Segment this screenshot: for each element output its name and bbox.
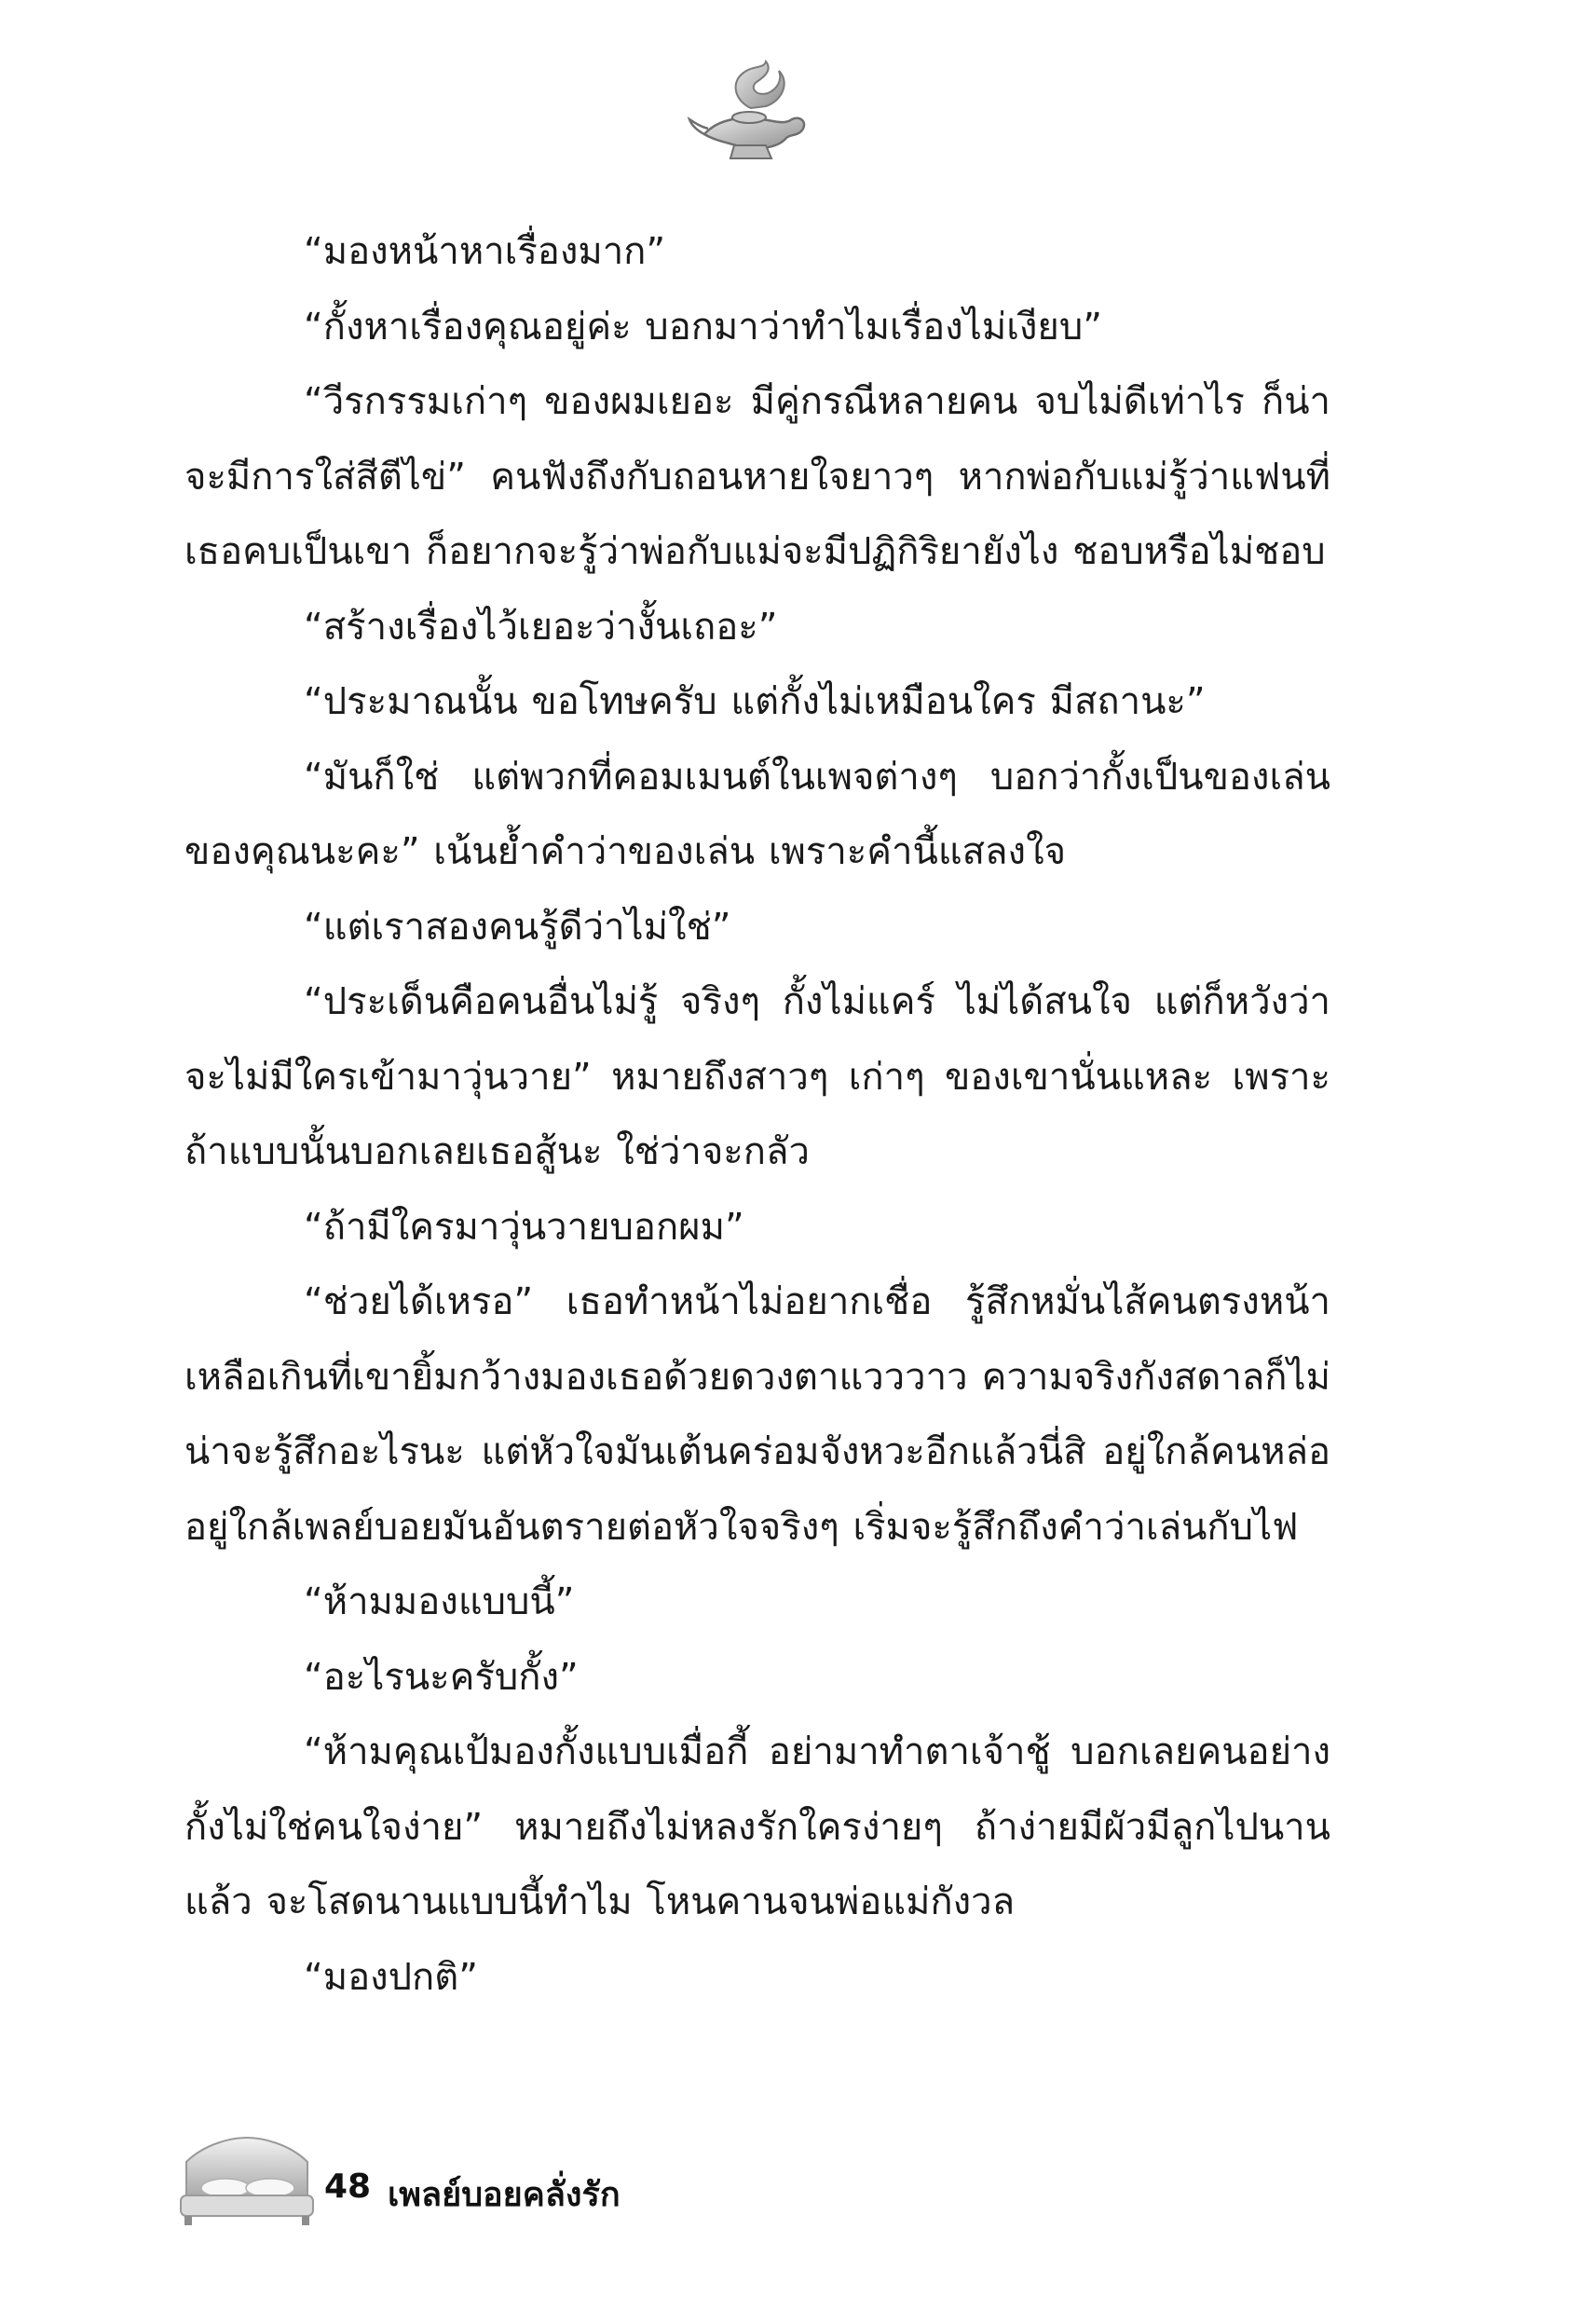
paragraph: “ประมาณนั้น ขอโทษครับ แต่กั้งไม่เหมือนใคร มีสถานะ” — [304, 680, 1206, 723]
genie-lamp-icon — [686, 54, 816, 166]
book-title: เพลย์บอยคลั่งรัก — [388, 2176, 621, 2214]
paragraph: “มันก็ใช่ แต่พวกที่คอมเมนต์ในเพจต่างๆ บอกว่ากั้งเป็นของเล่นของคุณนะคะ” เน้นย้ำคำว่าของเล่น เพราะคำนี้แสลงใจ — [184, 755, 1330, 873]
paragraph: “มองปกติ” — [304, 1955, 478, 1999]
paragraph: “ห้ามคุณเป้มองกั้งแบบเมื่อกี้ อย่ามาทำตาเจ้าชู้ บอกเลยคนอย่างกั้งไม่ใช่คนใจง่าย” หมายถึงไม่หลงรักใครง่ายๆ ถ้าง่ายมีผัวมีลูกไปนานแล้ว จะโสดนานแบบนี้ทำไม โหนคานจนพ่อแม่กังวล — [184, 1730, 1330, 1923]
page-number: 48 — [324, 2167, 372, 2206]
paragraph: “ช่วยได้เหรอ” เธอทำหน้าไม่อยากเชื่อ รู้สึกหมั่นไส้คนตรงหน้าเหลือเกินที่เขายิ้มกว้างมองเธอด้วยดวงตาแวววาว ความจริงกังสดาลก็ไม่น่าจะรู้สึกอะไรนะ แต่หัวใจมันเต้นคร่อมจังหวะอีกแล้วนี่สิ อยู่ใกล้คนหล่อ อยู่ใกล้เพลย์บอยมันอันตรายต่อหัวใจจริงๆ เริ่มจะรู้สึกถึงคำว่าเล่นกับไฟ — [184, 1280, 1330, 1549]
paragraph: “มองหน้าหาเรื่องมาก” — [304, 230, 666, 273]
body-text — [184, 214, 1330, 2015]
paragraph: “ประเด็นคือคนอื่นไม่รู้ จริงๆ กั้งไม่แคร์ ไม่ได้สนใจ แต่ก็หวังว่าจะไม่มีใครเข้ามาวุ่นวาย” หมายถึงสาวๆ เก่าๆ ของเขานั่นแหละ เพราะถ้าแบบนั้นบอกเลยเธอสู้นะ ใช่ว่าจะกลัว — [184, 980, 1330, 1173]
paragraph: “สร้างเรื่องไว้เยอะว่างั้นเถอะ” — [304, 605, 778, 649]
paragraph: “วีรกรรมเก่าๆ ของผมเยอะ มีคู่กรณีหลายคน จบไม่ดีเท่าไร ก็น่าจะมีการใส่สีตีไข่” คนฟังถึงกับถอนหายใจยาวๆ หากพ่อกับแม่รู้ว่าแฟนที่เธอคบเป็นเขา ก็อยากจะรู้ว่าพ่อกับแม่จะมีปฏิกิริยายังไง ชอบหรือไม่ชอบ — [184, 380, 1330, 573]
paragraph: “ห้ามมองแบบนี้” — [304, 1580, 575, 1623]
paragraph: “ถ้ามีใครมาวุ่นวายบอกผม” — [304, 1205, 744, 1249]
bed-icon — [177, 2134, 317, 2227]
paragraph: “แต่เราสองคนรู้ดีว่าไม่ใช่” — [304, 905, 731, 949]
paragraph: “อะไรนะครับกั้ง” — [304, 1655, 579, 1699]
page-footer — [177, 2134, 1016, 2236]
paragraph: “กั้งหาเรื่องคุณอยู่ค่ะ บอกมาว่าทำไมเรื่องไม่เงียบ” — [304, 305, 1102, 349]
